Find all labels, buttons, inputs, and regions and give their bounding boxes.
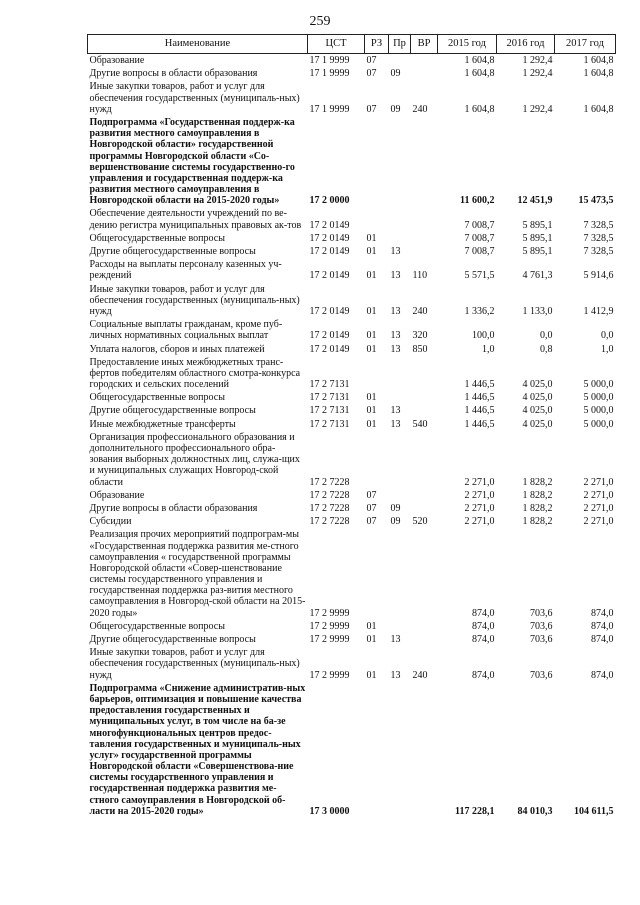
row-2017: 1 604,8 <box>583 68 614 80</box>
row-cst: 17 2 7131 <box>309 379 350 391</box>
row-rz: 07 <box>366 68 377 80</box>
header-vr: ВР <box>411 35 438 54</box>
row-2017: 874,0 <box>591 620 614 632</box>
row-2016: 5 895,1 <box>522 232 553 244</box>
row-rz <box>365 116 389 208</box>
row-name: Образование <box>89 489 145 501</box>
row-2015: 874,0 <box>472 634 495 645</box>
row-pr <box>389 54 411 68</box>
row-rz: 01 <box>366 232 377 244</box>
row-pr <box>389 356 411 392</box>
row-2015: 874,0 <box>472 669 495 681</box>
row-2015: 1 604,8 <box>464 55 495 66</box>
row-2015: 1 446,5 <box>464 418 495 430</box>
table-body <box>88 54 616 819</box>
table-row <box>88 620 616 633</box>
budget-table <box>87 34 616 818</box>
row-name: Субсидии <box>89 516 132 528</box>
row-rz: 07 <box>366 55 377 66</box>
row-rz <box>365 207 389 231</box>
row-2017: 7 328,5 <box>583 246 614 257</box>
row-cst: 17 1 9999 <box>309 55 350 66</box>
table-row <box>88 207 616 231</box>
row-name: Другие вопросы в области образования <box>89 68 258 80</box>
row-name: Предоставление иных межбюджетных транс-фертов победителям областного смотра-конкурса городских и сельских поселений <box>89 356 301 391</box>
row-rz: 07 <box>366 489 377 501</box>
row-cst: 17 2 9999 <box>309 607 350 619</box>
row-pr: 13 <box>390 305 401 317</box>
row-cst: 17 3 0000 <box>309 805 350 817</box>
row-vr <box>411 633 438 646</box>
header-2017: 2017 год <box>555 35 616 54</box>
row-2016: 1 828,2 <box>522 476 553 488</box>
row-2015: 1 604,8 <box>464 103 495 115</box>
table-row <box>88 54 616 68</box>
row-cst: 17 1 9999 <box>309 103 350 115</box>
row-vr <box>411 245 438 258</box>
row-name: Другие вопросы в области образования <box>89 502 258 514</box>
row-2017: 1 412,9 <box>583 305 614 317</box>
row-name: Подпрограмма «Государственная поддерж-ка развития местного самоуправления в Новгородской области» государственной программы Новгородской области «Со-вершенствование системы государственно-го управления и государственная поддерж-ка развития местного самоуправления в Новгородской области на 2015-2020 годы» <box>89 116 295 207</box>
row-2016: 703,6 <box>530 620 553 632</box>
row-pr: 09 <box>390 103 401 115</box>
row-2015: 874,0 <box>472 607 495 619</box>
row-rz: 07 <box>366 502 377 514</box>
row-2017: 1,0 <box>601 343 614 355</box>
row-vr: 520 <box>412 516 428 528</box>
row-vr <box>411 67 438 80</box>
row-pr: 13 <box>390 669 401 681</box>
row-cst: 17 2 0149 <box>309 246 350 257</box>
row-name: Другие общегосударственные вопросы <box>89 246 256 257</box>
row-vr <box>411 682 438 818</box>
table-row <box>88 80 616 116</box>
row-pr: 13 <box>390 246 401 257</box>
table-row <box>88 528 616 620</box>
row-name: Общегосударственные вопросы <box>89 232 225 244</box>
row-2016: 703,6 <box>530 607 553 619</box>
row-rz: 01 <box>366 270 377 282</box>
table-row <box>88 489 616 502</box>
row-2015: 100,0 <box>472 330 495 342</box>
row-vr <box>411 232 438 245</box>
row-name: Другие общегосударственные вопросы <box>89 405 256 417</box>
row-cst: 17 2 0149 <box>309 270 350 282</box>
row-2016: 12 451,9 <box>517 195 553 207</box>
row-2015: 1,0 <box>482 343 495 355</box>
row-2015: 7 008,7 <box>464 219 495 231</box>
row-cst: 17 2 0149 <box>309 219 350 231</box>
row-rz: 01 <box>366 305 377 317</box>
row-pr <box>389 431 411 489</box>
row-2017: 2 271,0 <box>583 516 614 528</box>
row-pr <box>389 620 411 633</box>
row-2016: 1 828,2 <box>522 516 553 528</box>
row-2016: 1 133,0 <box>522 305 553 317</box>
row-pr <box>389 682 411 818</box>
row-rz: 01 <box>366 620 377 632</box>
row-rz: 01 <box>366 418 377 430</box>
row-2017: 7 328,5 <box>583 232 614 244</box>
row-vr: 320 <box>412 330 428 342</box>
row-name: Социальные выплаты гражданам, кроме пуб-личных нормативных социальных выплат <box>89 319 283 342</box>
row-2015: 7 008,7 <box>464 232 495 244</box>
table-row <box>88 67 616 80</box>
row-cst: 17 2 7228 <box>309 489 350 501</box>
row-vr <box>411 207 438 231</box>
row-2017: 2 271,0 <box>583 502 614 514</box>
row-name: Общегосударственные вопросы <box>89 392 225 404</box>
row-2016: 4 025,0 <box>522 418 553 430</box>
row-2017: 5 000,0 <box>583 418 614 430</box>
row-vr: 240 <box>412 305 428 317</box>
row-vr <box>411 356 438 392</box>
row-rz: 07 <box>366 103 377 115</box>
row-cst: 17 2 7131 <box>309 392 350 404</box>
row-pr: 13 <box>390 343 401 355</box>
row-vr <box>411 528 438 620</box>
row-2017: 2 271,0 <box>583 489 614 501</box>
row-rz: 01 <box>366 669 377 681</box>
row-name: Общегосударственные вопросы <box>89 620 225 632</box>
row-2016: 5 895,1 <box>522 246 553 257</box>
table-row <box>88 356 616 392</box>
row-vr: 850 <box>412 343 428 355</box>
table-row <box>88 502 616 515</box>
row-cst: 17 2 7131 <box>309 405 350 417</box>
row-2015: 7 008,7 <box>464 246 495 257</box>
header-rz: РЗ <box>365 35 389 54</box>
table-row <box>88 283 616 319</box>
row-cst: 17 2 0149 <box>309 305 350 317</box>
row-rz <box>365 682 389 818</box>
table-header-row <box>88 35 616 54</box>
row-2016: 4 025,0 <box>522 392 553 404</box>
row-2017: 0,0 <box>601 330 614 342</box>
row-cst: 17 2 0149 <box>309 343 350 355</box>
row-2016: 0,8 <box>540 343 553 355</box>
row-2016: 5 895,1 <box>522 219 553 231</box>
row-pr: 09 <box>390 68 401 80</box>
row-2016: 0,0 <box>540 330 553 342</box>
row-2015: 1 446,5 <box>464 379 495 391</box>
row-2017: 5 000,0 <box>583 405 614 417</box>
row-pr <box>389 232 411 245</box>
row-vr <box>411 431 438 489</box>
header-pr: Пр <box>389 35 411 54</box>
row-rz: 01 <box>366 405 377 417</box>
row-2017: 1 604,8 <box>583 103 614 115</box>
row-rz: 01 <box>366 246 377 257</box>
row-cst: 17 2 9999 <box>309 634 350 645</box>
row-name: Уплата налогов, сборов и иных платежей <box>89 343 265 355</box>
row-name: Иные закупки товаров, работ и услуг для обеспечения государственных (муниципаль-ных) нужд <box>89 647 300 681</box>
row-name: Расходы на выплаты персоналу казенных уч-реждений <box>89 259 282 282</box>
header-cst: ЦСТ <box>308 35 365 54</box>
row-cst: 17 2 7228 <box>309 516 350 528</box>
row-2016: 703,6 <box>530 669 553 681</box>
row-2017: 5 914,6 <box>583 270 614 282</box>
row-2015: 2 271,0 <box>464 489 495 501</box>
row-pr: 09 <box>390 516 401 528</box>
row-cst: 17 2 7131 <box>309 418 350 430</box>
row-cst: 17 2 7228 <box>309 476 350 488</box>
row-2016: 1 828,2 <box>522 502 553 514</box>
row-vr: 540 <box>412 418 428 430</box>
header-2015: 2015 год <box>438 35 497 54</box>
row-rz: 01 <box>366 343 377 355</box>
row-cst: 17 2 0149 <box>309 232 350 244</box>
table-row <box>88 418 616 431</box>
row-rz <box>365 528 389 620</box>
row-2015: 1 604,8 <box>464 68 495 80</box>
row-rz: 01 <box>366 634 377 645</box>
row-vr <box>411 404 438 417</box>
row-name: Другие общегосударственные вопросы <box>89 634 256 645</box>
table-row <box>88 646 616 682</box>
row-pr: 13 <box>390 270 401 282</box>
row-name: Подпрограмма «Снижение административ-ных барьеров, оптимизация и повышение качества предоставления государственных и муниципальных услуг, в том числе на ба-зе многофункциональных центров предос-тавления государственных и муниципаль-ных услуг» государственной программы Новгородской области «Совершенствова-ние системы государственного управления и государственная поддержка развития ме-стного самоуправления в Новгородской об-ласти на 2015-2020 годы» <box>89 682 306 817</box>
row-2016: 84 010,3 <box>517 805 553 817</box>
table-row <box>88 116 616 208</box>
row-cst: 17 2 7228 <box>309 502 350 514</box>
row-pr <box>389 391 411 404</box>
table-row <box>88 343 616 356</box>
row-2015: 1 336,2 <box>464 305 495 317</box>
row-2015: 2 271,0 <box>464 502 495 514</box>
row-pr: 13 <box>390 634 401 645</box>
row-2017: 1 604,8 <box>583 55 614 66</box>
row-vr: 240 <box>412 103 428 115</box>
row-2016: 1 828,2 <box>522 489 553 501</box>
row-rz <box>365 356 389 392</box>
row-pr: 13 <box>390 330 401 342</box>
row-pr: 13 <box>390 405 401 417</box>
row-2017: 5 000,0 <box>583 392 614 404</box>
row-vr <box>411 489 438 502</box>
row-rz: 07 <box>366 516 377 528</box>
row-vr <box>411 391 438 404</box>
table-row <box>88 318 616 342</box>
row-rz <box>365 431 389 489</box>
row-2017: 5 000,0 <box>583 379 614 391</box>
table-row <box>88 258 616 282</box>
row-2017: 104 611,5 <box>574 805 614 817</box>
row-2017: 874,0 <box>591 669 614 681</box>
row-2016: 1 292,4 <box>522 55 553 66</box>
row-2015: 117 228,1 <box>455 805 495 817</box>
row-pr <box>389 489 411 502</box>
table-row <box>88 232 616 245</box>
row-2016: 703,6 <box>530 634 553 645</box>
page-number: 259 <box>309 14 331 29</box>
row-2015: 1 446,5 <box>464 405 495 417</box>
row-2017: 15 473,5 <box>578 195 614 207</box>
table-row <box>88 515 616 528</box>
row-rz: 01 <box>366 330 377 342</box>
row-2016: 1 292,4 <box>522 68 553 80</box>
row-rz: 01 <box>366 392 377 404</box>
row-name: Образование <box>89 55 145 66</box>
row-name: Реализация прочих мероприятий подпрограм-мы «Государственная поддержка развития ме-стного самоуправления « государственной программы Новгородской области «Совер-шенствование системы государственного управления и государственная поддержка раз-вития местного самоуправления в Новгород-ской области на 2015-2020 годы» <box>89 529 306 619</box>
header-2016: 2016 год <box>497 35 555 54</box>
table-row <box>88 245 616 258</box>
row-2016: 4 025,0 <box>522 379 553 391</box>
row-2016: 4 761,3 <box>522 270 553 282</box>
row-2015: 874,0 <box>472 620 495 632</box>
row-pr: 13 <box>390 418 401 430</box>
table-row <box>88 431 616 489</box>
row-pr <box>389 207 411 231</box>
row-cst: 17 2 9999 <box>309 669 350 681</box>
row-pr <box>389 116 411 208</box>
row-cst: 17 1 9999 <box>309 68 350 80</box>
row-vr <box>411 116 438 208</box>
row-2015: 2 271,0 <box>464 476 495 488</box>
row-2016: 4 025,0 <box>522 405 553 417</box>
row-vr: 240 <box>412 669 428 681</box>
table-row <box>88 404 616 417</box>
row-pr <box>389 528 411 620</box>
row-pr: 09 <box>390 502 401 514</box>
row-vr <box>411 54 438 68</box>
row-2015: 2 271,0 <box>464 516 495 528</box>
row-2017: 7 328,5 <box>583 219 614 231</box>
row-cst: 17 2 0149 <box>309 330 350 342</box>
row-2015: 1 446,5 <box>464 392 495 404</box>
row-cst: 17 2 0000 <box>309 195 350 207</box>
row-vr <box>411 620 438 633</box>
table-row <box>88 633 616 646</box>
table-row <box>88 682 616 818</box>
row-vr: 110 <box>412 270 428 282</box>
row-2017: 874,0 <box>591 634 614 645</box>
header-name: Наименование <box>88 35 308 54</box>
row-name: Иные закупки товаров, работ и услуг для обеспечения государственных (муниципаль-ных) нужд <box>89 283 300 317</box>
row-2016: 1 292,4 <box>522 103 553 115</box>
row-name: Иные закупки товаров, работ и услуг для обеспечения государственных (муниципаль-ных) нужд <box>89 81 300 115</box>
row-2017: 874,0 <box>591 607 614 619</box>
row-cst: 17 2 9999 <box>309 620 350 632</box>
row-vr <box>411 502 438 515</box>
row-name: Организация профессионального образования и дополнительного профессионального обра-зования выборных должностных лиц, служа-щих и муниципальных служащих Новгород-ской области <box>89 431 300 488</box>
table-row <box>88 391 616 404</box>
row-2017: 2 271,0 <box>583 476 614 488</box>
row-2015: 5 571,5 <box>464 270 495 282</box>
row-2015: 11 600,2 <box>460 195 495 207</box>
row-name: Обеспечение деятельности учреждений по ве-дению регистра муниципальных правовых ак-тов <box>89 208 302 231</box>
row-name: Иные межбюджетные трансферты <box>89 418 236 430</box>
